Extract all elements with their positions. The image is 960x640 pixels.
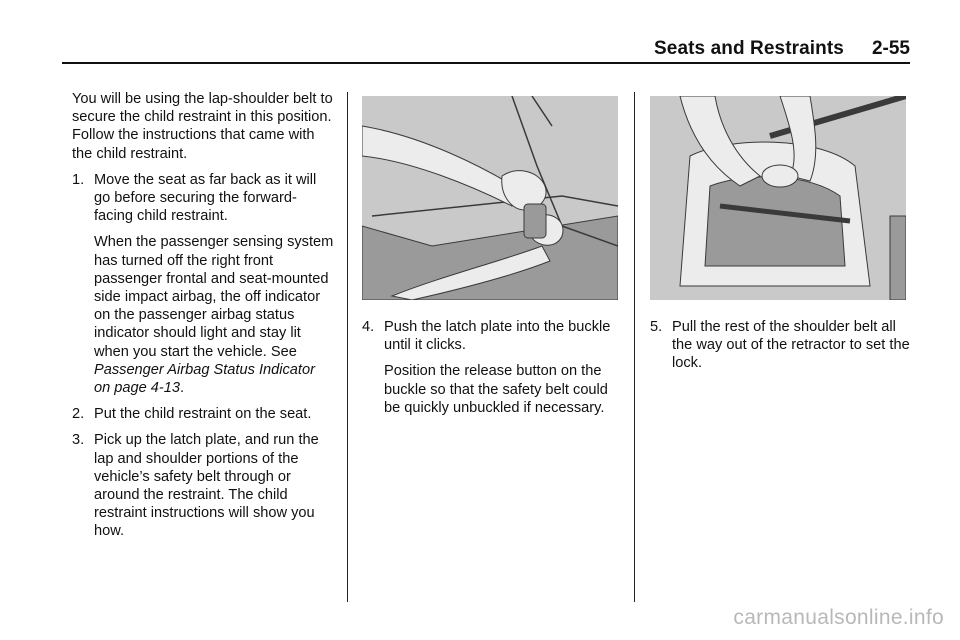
step-number: 3.	[72, 432, 85, 449]
watermark: carmanualsonline.info	[733, 606, 944, 629]
step-text: Move the seat as far back as it will go before securing the forward-facing child restraint.	[94, 171, 317, 225]
cross-reference-link[interactable]: Passenger Airbag Status Indicator on page 4-13	[94, 361, 315, 397]
column-right	[650, 318, 912, 381]
column-left	[72, 90, 334, 549]
step-text: Pull the rest of the shoulder belt all the way out of the retractor to set the lock.	[672, 319, 910, 372]
latch-plate-illustration	[362, 96, 618, 300]
step-number: 4.	[362, 319, 375, 335]
step-number: 1.	[72, 171, 85, 188]
release-button-note: Position the release button on the buckle so that the safety belt could be quickly unbuckled if necessary.	[384, 363, 608, 416]
step-4	[362, 318, 624, 354]
step-5	[650, 318, 912, 373]
column-divider	[634, 92, 635, 602]
column-divider	[347, 92, 348, 602]
step-text: Pick up the latch plate, and run the lap and shoulder portions of the vehicle’s safety belt through or around the restraint. The child restraint instructions will show you how.	[94, 432, 319, 540]
hand-shape	[762, 165, 798, 187]
step-3	[72, 431, 334, 540]
intro-paragraph: You will be using the lap-shoulder belt to secure the child restraint in this position. Follow the instructions that came with the child restraint.	[72, 91, 333, 162]
step-number: 2.	[72, 406, 85, 423]
shoulder-belt-illustration	[650, 96, 906, 300]
child-seat-inner-shape	[705, 177, 845, 266]
note-text: When the passenger sensing system has turned off the right front passenger frontal and seat-mounted side impact airbag, the off indicator on the passenger airbag status indicator should light and stay lit when you start the vehicle. See	[94, 234, 334, 360]
step-text: Push the latch plate into the buckle until it clicks.	[384, 319, 611, 354]
step-2	[72, 405, 334, 423]
door-pillar-shape	[890, 216, 906, 300]
step-text: Put the child restraint on the seat.	[94, 406, 312, 423]
page-number: 2-55	[871, 38, 910, 59]
step-1	[72, 171, 334, 226]
buckle-shape	[524, 204, 546, 238]
latch-plate-drawing	[362, 96, 618, 300]
step-number: 5.	[650, 319, 663, 335]
section-title: Seats and Restraints	[654, 38, 844, 59]
page-header	[62, 34, 910, 64]
airbag-note	[94, 233, 334, 397]
shoulder-belt-drawing	[650, 96, 906, 300]
column-middle	[362, 318, 624, 425]
note-end: .	[180, 380, 185, 397]
